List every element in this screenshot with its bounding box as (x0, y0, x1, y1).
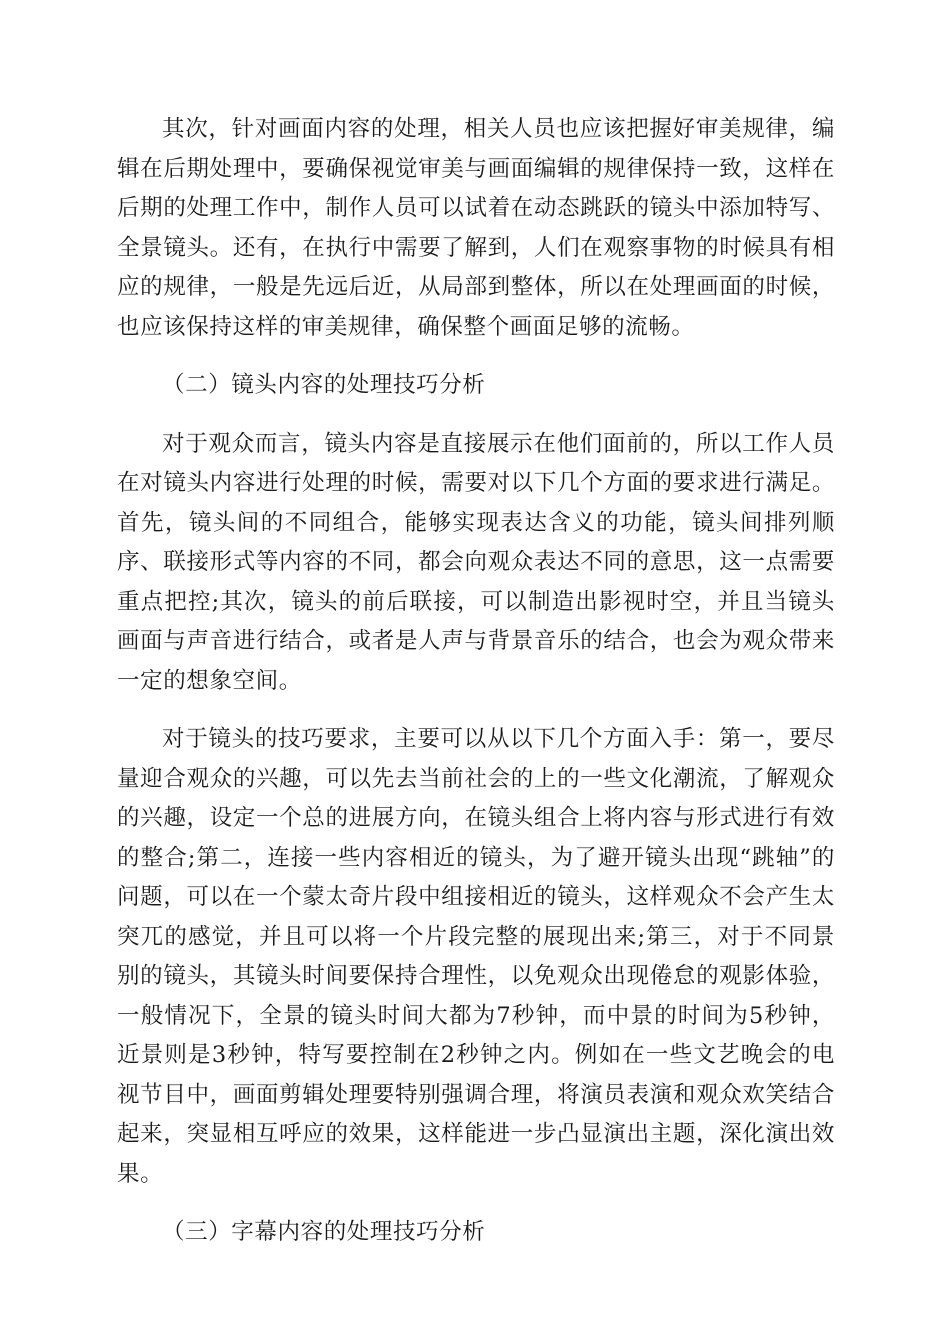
body-paragraph: 其次，针对画面内容的处理，相关人员也应该把握好审美规律，编辑在后期处理中，要确保视觉审美与画面编辑的规律保持一致，这样在后期的处理工作中，制作人员可以试着在动态跳跃的镜头中添加特写、全景镜头。还有，在执行中需要了解到，人们在观察事物的时候具有相应的规律，一般是先远后近，从局部到整体，所以在处理画面的时候，也应该保持这样的审美规律，确保整个画面足够的流畅。 (117, 116, 835, 340)
section-heading: （二）镜头内容的处理技巧分析 (162, 372, 486, 398)
section-heading: （三）字幕内容的处理技巧分析 (162, 1219, 486, 1245)
body-paragraph: 对于镜头的技巧要求，主要可以从以下几个方面入手：第一，要尽量迎合观众的兴趣，可以先去当前社会的上的一些文化潮流，了解观众的兴趣，设定一个总的进展方向，在镜头组合上将内容与形式进行有效的整合;第二，连接一些内容相近的镜头，为了避开镜头出现“跳轴”的问题，可以在一个蒙太奇片段中组接相近的镜头，这样观众不会产生太突兀的感觉，并且可以将一个片段完整的展现出来;第三，对于不同景别的镜头，其镜头时间要保持合理性，以免观众出现倦怠的观影体验，一般情况下，全景的镜头时间大都为7秒钟，而中景的时间为5秒钟，近景则是3秒钟，特写要控制在2秒钟之内。例如在一些文艺晚会的电视节目中，画面剪辑处理要特别强调合理，将演员表演和观众欢笑结合起来，突显相互呼应的效果，这样能进一步凸显演出主题，深化演出效果。 (117, 726, 835, 1187)
body-paragraph: 对于观众而言，镜头内容是直接展示在他们面前的，所以工作人员在对镜头内容进行处理的时候，需要对以下几个方面的要求进行满足。首先，镜头间的不同组合，能够实现表达含义的功能，镜头间排列顺序、联接形式等内容的不同，都会向观众表达不同的意思，这一点需要重点把控;其次，镜头的前后联接，可以制造出影视时空，并且当镜头画面与声音进行结合，或者是人声与背景音乐的结合，也会为观众带来一定的想象空间。 (117, 430, 835, 694)
document-body (117, 110, 835, 1272)
